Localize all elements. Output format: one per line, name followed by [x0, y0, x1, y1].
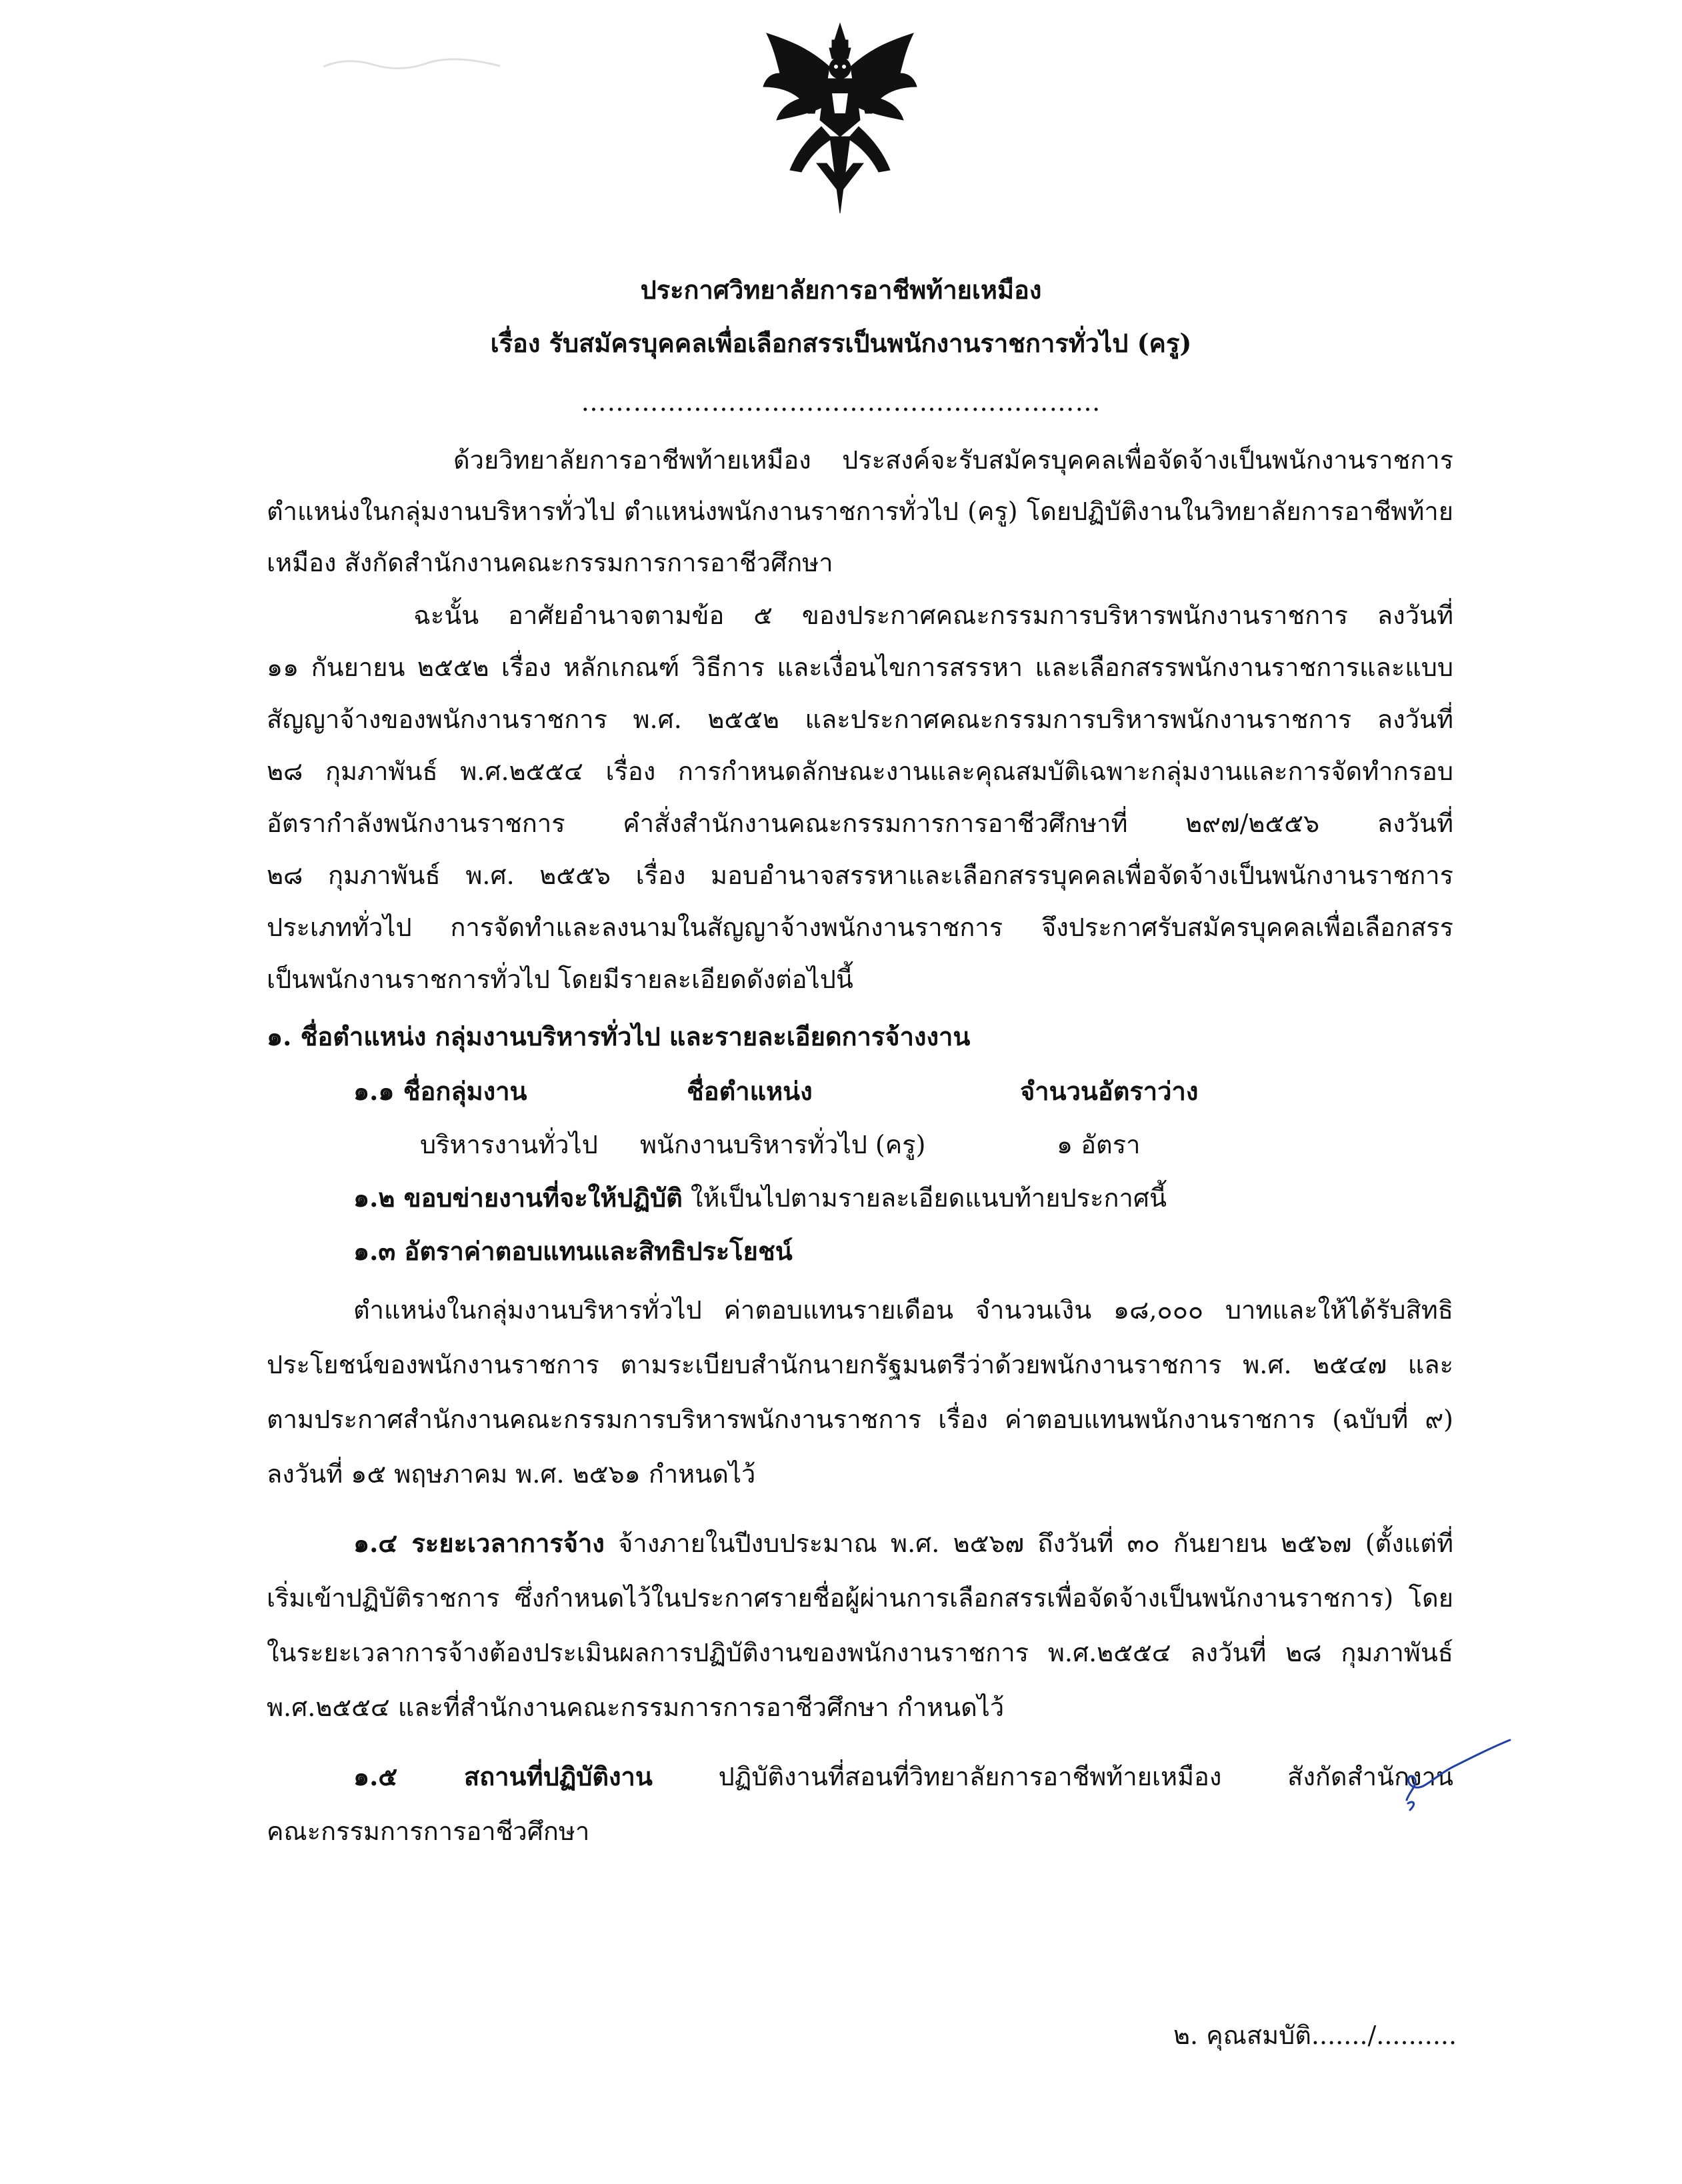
section-1-heading: ๑. ชื่อตำแหน่ง กลุ่มงานบริหารทั่วไป และรายละเอียดการจ้างงาน [267, 1021, 971, 1051]
intro-p1-line-2: ตำแหน่งในกลุ่มงานบริหารทั่วไป ตำแหน่งพนักงานราชการทั่วไป (ครู) โดยปฏิบัติงานในวิทยาลัยการอาชีพท้าย [267, 497, 1453, 526]
announcement-subject: เรื่อง รับสมัครบุคคลเพื่อเลือกสรรเป็นพนักงานราชการทั่วไป (ครู) [490, 328, 1192, 358]
section-1-3-line-4: ลงวันที่ ๑๕ พฤษภาคม พ.ศ. ๒๕๖๑ กำหนดไว้ [267, 1459, 756, 1489]
intro-p2-line-7: ประเภททั่วไป การจัดทำและลงนามในสัญญาจ้างพนักงานราชการ จึงประกาศรับสมัครบุคคลเพื่อเลือกสรร [267, 913, 1453, 942]
intro-p1-line-3: เหมือง สังกัดสำนักงานคณะกรรมการการอาชีวศึกษา [267, 548, 833, 577]
table-cell-position: พนักงานบริหารทั่วไป (ครู) [640, 1130, 926, 1159]
intro-p2-line-2: ๑๑ กันยายน ๒๕๕๒ เรื่อง หลักเกณฑ์ วิธีการ และเงื่อนไขการสรรหา และเลือกสรรพนักงานราชการและแบบ [267, 653, 1453, 682]
continuation-note: ๒. คุณสมบัติ......./.......... [1173, 2021, 1457, 2050]
intro-p1-line-1: ด้วยวิทยาลัยการอาชีพท้ายเหมือง ประสงค์จะรับสมัครบุคคลเพื่อจัดจ้างเป็นพนักงานราชการ [453, 445, 1453, 475]
table-header-vacancies: จำนวนอัตราว่าง [1020, 1076, 1199, 1106]
handwritten-initial-icon [1393, 1737, 1513, 1823]
intro-p2-line-5: อัตรากำลังพนักงานราชการ คำสั่งสำนักงานคณะกรรมการการอาชีวศึกษาที่ ๒๙๗/๒๕๕๖ ลงวันที่ [267, 809, 1453, 838]
intro-p2-line-6: ๒๘ กุมภาพันธ์ พ.ศ. ๒๕๕๖ เรื่อง มอบอำนาจสรรหาและเลือกสรรบุคคลเพื่อจัดจ้างเป็นพนักงานราชการ [267, 861, 1453, 890]
announcement-title: ประกาศวิทยาลัยการอาชีพท้ายเหมือง [640, 275, 1042, 305]
section-1-4-first: จ้างภายในปีงบประมาณ พ.ศ. ๒๕๖๗ ถึงวันที่ ๓๐ กันยายน ๒๕๖๗ (ตั้งแต่ที่ [604, 1529, 1453, 1558]
section-1-5-first: ปฏิบัติงานที่สอนที่วิทยาลัยการอาชีพท้ายเหมือง สังกัดสำนักงาน [652, 1762, 1453, 1791]
section-1-5-label: ๑.๕ สถานที่ปฏิบัติงาน [353, 1761, 653, 1791]
section-1-2-label: ๑.๒ ขอบข่ายงานที่จะให้ปฏิบัติ [353, 1183, 683, 1213]
section-1-4-line-3: ในระยะเวลาการจ้างต้องประเมินผลการปฏิบัติงานของพนักงานราชการ พ.ศ.๒๕๕๔ ลงวันที่ ๒๘ กุมภาพันธ์ [267, 1638, 1453, 1667]
section-1-2 [353, 1181, 1167, 1215]
section-1-2-text: ให้เป็นไปตามรายละเอียดแนบท้ายประกาศนี้ [682, 1183, 1167, 1213]
intro-p2-line-3: สัญญาจ้างของพนักงานราชการ พ.ศ. ๒๕๕๒ และประกาศคณะกรรมการบริหารพนักงานราชการ ลงวันที่ [267, 705, 1453, 734]
table-header-position: ชื่อตำแหน่ง [687, 1076, 813, 1106]
section-1-4-line-4: พ.ศ.๒๕๕๔ และที่สำนักงานคณะกรรมการการอาชีวศึกษา กำหนดไว้ [267, 1693, 1005, 1722]
section-1-5-line-2: คณะกรรมการการอาชีวศึกษา [267, 1817, 590, 1846]
intro-p2-line-1: ฉะนั้น อาศัยอำนาจตามข้อ ๕ ของประกาศคณะกรรมการบริหารพนักงานราชการ ลงวันที่ [413, 601, 1453, 630]
section-1-4-line-2: เริ่มเข้าปฏิบัติราชการ ซึ่งกำหนดไว้ในประกาศรายชื่อผู้ผ่านการเลือกสรรเพื่อจัดจ้างเป็นพนักงานราชการ) โดย [267, 1583, 1453, 1613]
intro-p2-line-8: เป็นพนักงานราชการทั่วไป โดยมีรายละเอียดดังต่อไปนี้ [267, 965, 853, 994]
faint-bleed-through-mark [320, 50, 507, 77]
table-header-group: ๑.๑ ชื่อกลุ่มงาน [353, 1076, 527, 1106]
section-1-4-line-1 [353, 1527, 1453, 1560]
section-1-3-line-3: ตามประกาศสำนักงานคณะกรรมการบริหารพนักงานราชการ เรื่อง ค่าตอบแทนพนักงานราชการ (ฉบับที่ ๙) [267, 1405, 1453, 1434]
intro-p2-line-4: ๒๘ กุมภาพันธ์ พ.ศ.๒๕๕๔ เรื่อง การกำหนดลักษณะงานและคุณสมบัติเฉพาะกลุ่มงานและการจัดทำกรอบ [267, 757, 1453, 786]
title-divider: …………………………………………………… [581, 387, 1101, 417]
table-cell-vacancies: ๑ อัตรา [1057, 1130, 1141, 1159]
section-1-3-label: ๑.๓ อัตราค่าตอบแทนและสิทธิประโยชน์ [353, 1236, 793, 1266]
section-1-5-line-1 [353, 1760, 1453, 1793]
table-cell-group: บริหารงานทั่วไป [420, 1130, 598, 1159]
section-1-3-line-1: ตำแหน่งในกลุ่มงานบริหารทั่วไป ค่าตอบแทนรายเดือน จำนวนเงิน ๑๘,๐๐๐ บาทและให้ได้รับสิทธิ [353, 1295, 1453, 1325]
section-1-4-label: ๑.๔ ระยะเวลาการจ้าง [353, 1528, 605, 1558]
section-1-3-line-2: ประโยชน์ของพนักงานราชการ ตามระเบียบสำนักนายกรัฐมนตรีว่าด้วยพนักงานราชการ พ.ศ. ๒๕๔๗ และ [267, 1350, 1453, 1379]
garuda-emblem-icon [760, 20, 920, 220]
